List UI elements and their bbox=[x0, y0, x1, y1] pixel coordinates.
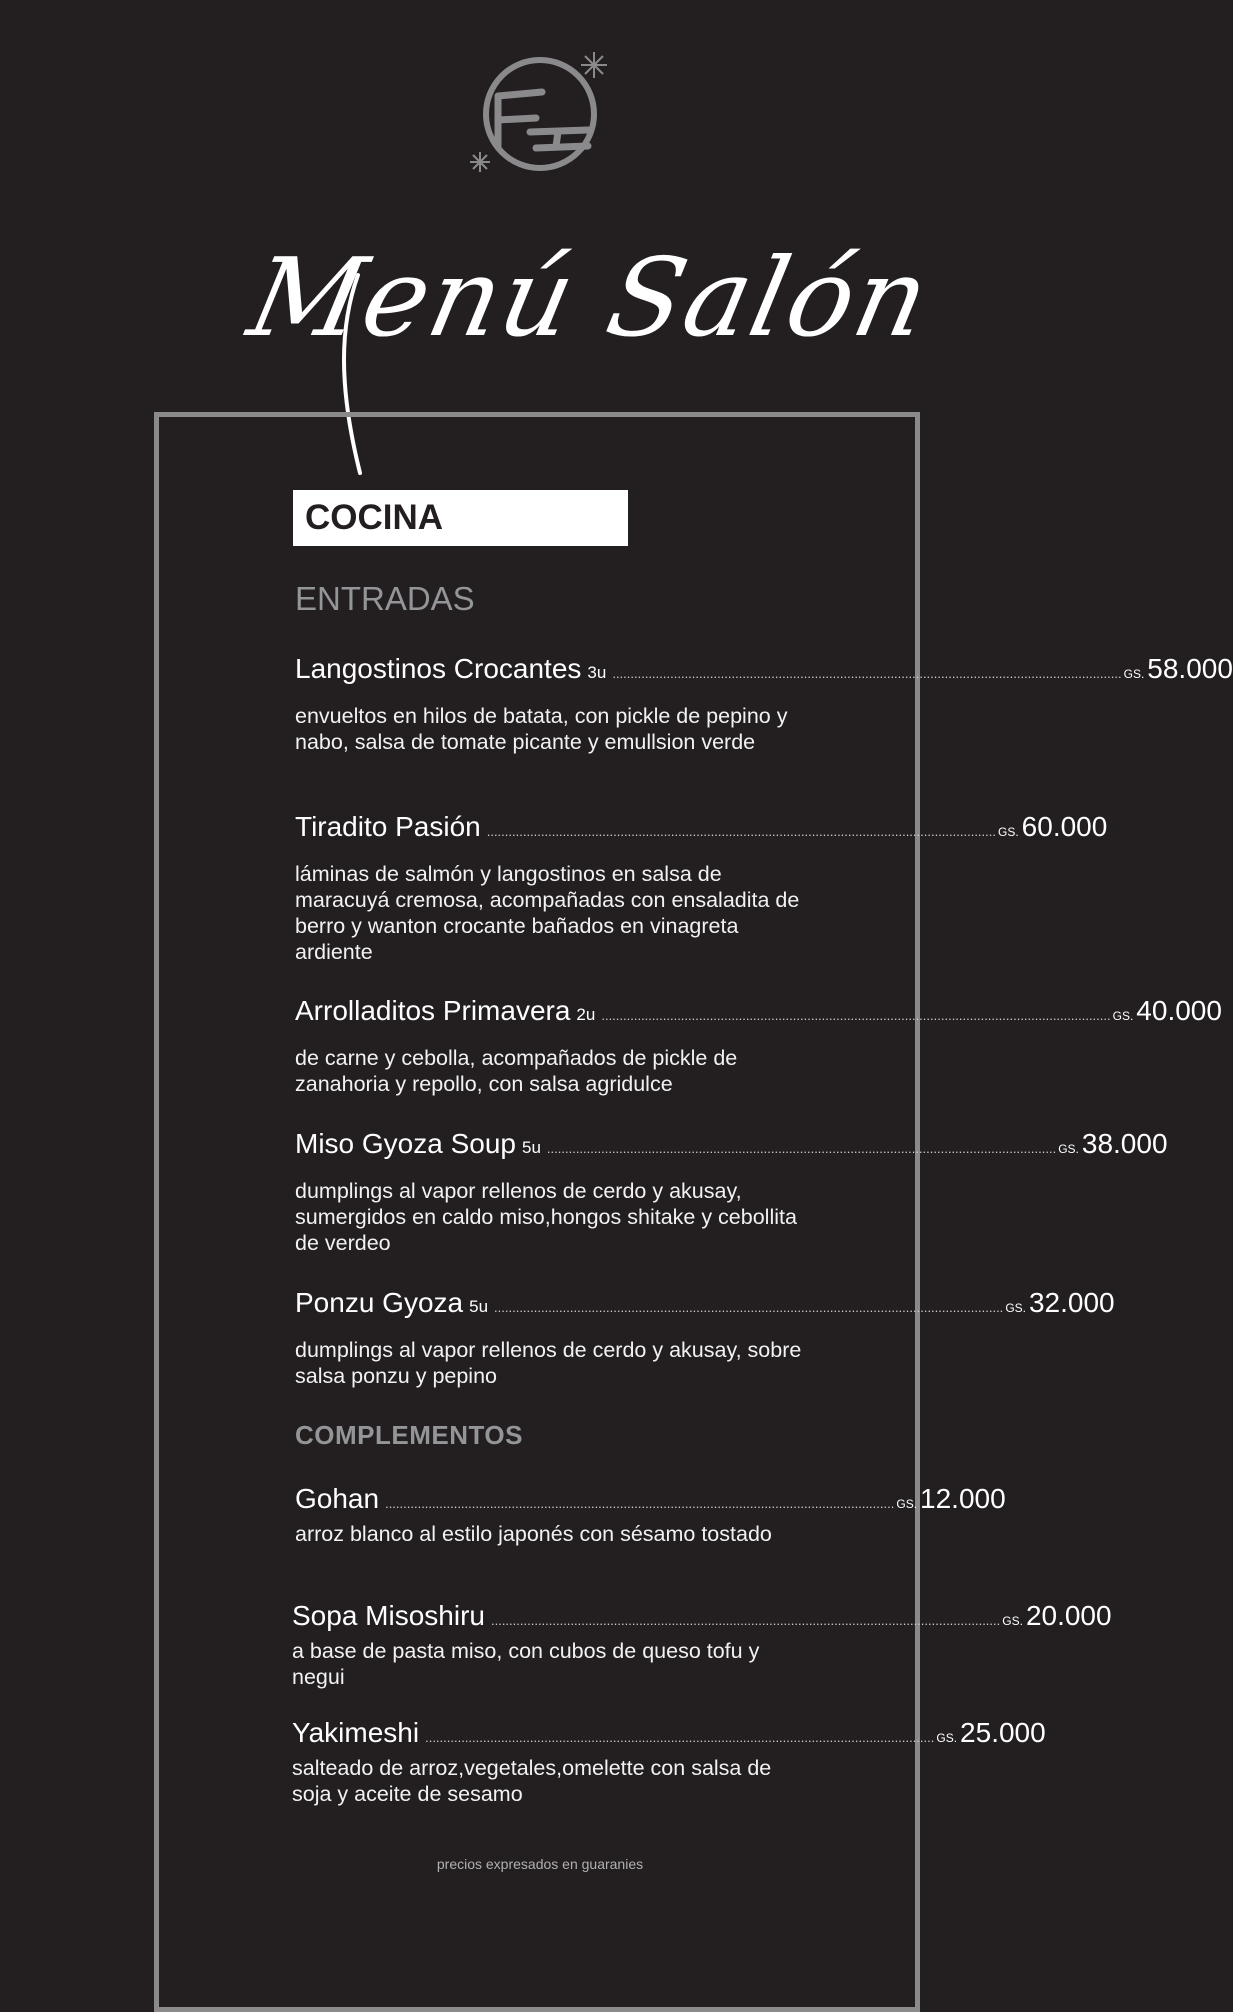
currency: GS. bbox=[1123, 667, 1145, 681]
footer-note: precios expresados en guaranies bbox=[436, 1856, 644, 1872]
item-price: 60.000 bbox=[1021, 811, 1108, 842]
item-name: Langostinos Crocantes bbox=[295, 653, 582, 684]
item-price: 12.000 bbox=[920, 1483, 1006, 1514]
item-name: Ponzu Gyoza bbox=[295, 1287, 464, 1318]
item-qty: 5u bbox=[469, 1297, 489, 1316]
menu-item bbox=[292, 1599, 1112, 1690]
logo-icon bbox=[470, 48, 610, 178]
currency: GS. bbox=[998, 825, 1019, 839]
item-qty: 5u bbox=[522, 1138, 541, 1157]
item-description: dumplings al vapor rellenos de cerdo y akusay, sumergidos en caldo miso,hongos shitake y cebollita de verdeo bbox=[295, 1179, 797, 1255]
item-description: de carne y cebolla, acompañados de pickle de zanahoria y repollo, con salsa agridulce bbox=[295, 1046, 738, 1096]
dot-leader bbox=[487, 815, 996, 849]
currency: GS. bbox=[936, 1731, 958, 1745]
item-name: Arrolladitos Primavera bbox=[295, 995, 571, 1026]
entradas-heading: ENTRADAS bbox=[295, 580, 475, 617]
item-qty: 3u bbox=[587, 663, 607, 682]
menu-item bbox=[295, 1127, 1168, 1256]
dot-leader bbox=[425, 1721, 934, 1755]
currency: GS. bbox=[1005, 1301, 1026, 1315]
item-description: láminas de salmón y langostinos en salsa de maracuyá cremosa, acompañadas con ensaladita de berro y wanton crocante bañados en vinagreta ardiente bbox=[295, 862, 800, 964]
complementos-heading: COMPLEMENTOS bbox=[295, 1420, 523, 1450]
item-price: 32.000 bbox=[1028, 1287, 1115, 1318]
currency: GS. bbox=[1112, 1009, 1134, 1023]
menu-item bbox=[295, 810, 1108, 965]
item-price: 25.000 bbox=[960, 1717, 1046, 1748]
item-price: 40.000 bbox=[1136, 995, 1222, 1026]
menu-title-text: Menú Salón bbox=[239, 235, 942, 361]
item-name: Gohan bbox=[295, 1483, 380, 1514]
item-description: salteado de arroz,vegetales,omelette con salsa de soja y aceite de sesamo bbox=[292, 1756, 772, 1806]
dot-leader bbox=[385, 1487, 894, 1521]
dot-leader bbox=[547, 1132, 1056, 1166]
menu-item bbox=[292, 1716, 1046, 1807]
sparkle-icon bbox=[581, 52, 607, 78]
item-description: arroz blanco al estilo japonés con sésamo tostado bbox=[295, 1522, 772, 1546]
item-name: Miso Gyoza Soup bbox=[295, 1128, 516, 1159]
currency: GS. bbox=[896, 1497, 918, 1511]
item-description: envueltos en hilos de batata, con pickle de pepino y nabo, salsa de tomate picante y emullsion verde bbox=[295, 704, 788, 754]
dot-leader bbox=[601, 999, 1110, 1033]
menu-item bbox=[295, 1286, 1115, 1389]
item-name: Sopa Misoshiru bbox=[292, 1600, 485, 1631]
dot-leader bbox=[494, 1291, 1003, 1325]
item-description: a base de pasta miso, con cubos de queso tofu y negui bbox=[292, 1639, 760, 1689]
currency: GS. bbox=[1002, 1614, 1023, 1628]
dot-leader bbox=[491, 1604, 1000, 1638]
item-name: Tiradito Pasión bbox=[295, 811, 481, 842]
dot-leader bbox=[612, 657, 1121, 691]
item-qty: 2u bbox=[576, 1005, 596, 1024]
menu-item bbox=[295, 652, 1233, 755]
item-name: Yakimeshi bbox=[292, 1717, 420, 1748]
section-label: COCINA bbox=[293, 490, 628, 546]
item-price: 58.000 bbox=[1147, 653, 1233, 684]
item-description: dumplings al vapor rellenos de cerdo y akusay, sobre salsa ponzu y pepino bbox=[295, 1338, 802, 1388]
menu-item bbox=[295, 1482, 1006, 1547]
item-price: 38.000 bbox=[1081, 1128, 1168, 1159]
currency: GS. bbox=[1058, 1142, 1079, 1156]
item-price: 20.000 bbox=[1025, 1600, 1112, 1631]
menu-item bbox=[295, 994, 1222, 1097]
small-sparkle-icon bbox=[470, 152, 490, 172]
